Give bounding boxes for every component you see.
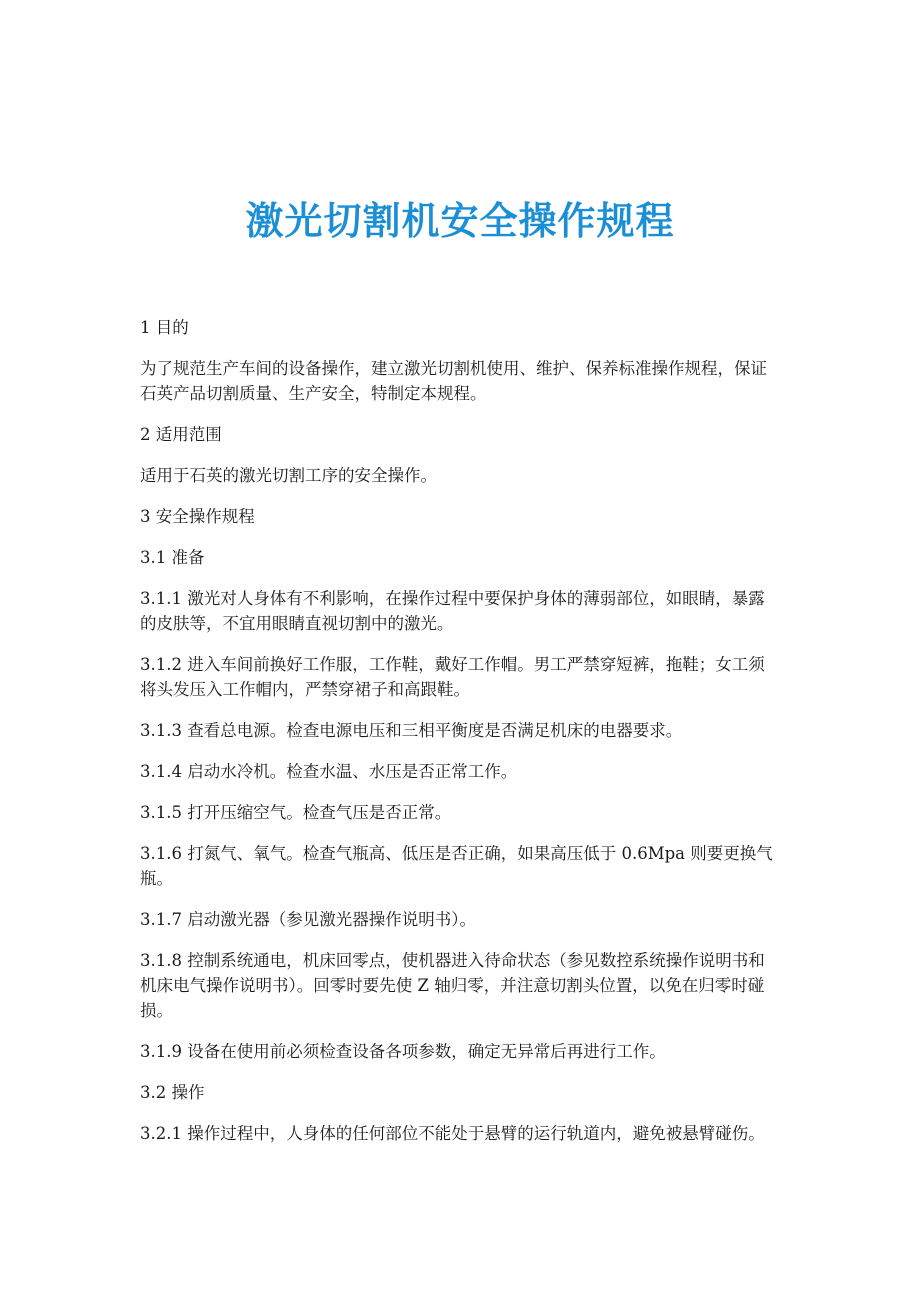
document-body [140,315,780,1162]
section-heading-safety-rules: 3 安全操作规程 [140,507,255,526]
paragraph-purpose: 为了规范生产车间的设备操作，建立激光切割机使用、维护、保养标准操作规程，保证石英产品切割质量、生产安全，特制定本规程。 [140,359,767,403]
paragraph-3-1-6: 3.1.6 打氮气、氧气。检查气瓶高、低压是否正确，如果高压低于 0.6Mpa 则要更换气瓶。 [140,844,773,888]
subsection-heading-operation: 3.2 操作 [140,1083,205,1102]
subsection-heading-preparation: 3.1 准备 [140,548,205,567]
paragraph-3-1-4: 3.1.4 启动水冷机。检查水温、水压是否正常工作。 [140,762,518,781]
paragraph-3-1-7: 3.1.7 启动激光器（参见激光器操作说明书）。 [140,910,476,929]
paragraph-3-1-3: 3.1.3 查看总电源。检查电源电压和三相平衡度是否满足机床的电器要求。 [140,721,683,740]
section-heading-scope: 2 适用范围 [140,425,222,444]
paragraph-3-1-5: 3.1.5 打开压缩空气。检查气压是否正常。 [140,803,452,822]
paragraph-3-1-9: 3.1.9 设备在使用前必须检查设备各项参数，确定无异常后再进行工作。 [140,1042,666,1061]
paragraph-3-1-1: 3.1.1 激光对人身体有不利影响，在操作过程中要保护身体的薄弱部位，如眼睛，暴露的皮肤等，不宜用眼睛直视切割中的激光。 [140,589,765,633]
section-heading-purpose: 1 目的 [140,318,189,337]
document-title: 激光切割机安全操作规程 [245,199,675,243]
paragraph-3-2-1: 3.2.1 操作过程中，人身体的任何部位不能处于悬臂的运行轨道内，避免被悬臂碰伤。 [140,1124,765,1143]
paragraph-scope: 适用于石英的激光切割工序的安全操作。 [140,466,437,485]
paragraph-3-1-8: 3.1.8 控制系统通电，机床回零点，使机器进入待命状态（参见数控系统操作说明书和机床电气操作说明书）。回零时要先使 Z 轴归零，并注意切割头位置，以免在归零时碰损。 [140,951,765,1020]
paragraph-3-1-2: 3.1.2 进入车间前换好工作服，工作鞋，戴好工作帽。男工严禁穿短裤，拖鞋；女工须将头发压入工作帽内，严禁穿裙子和高跟鞋。 [140,655,765,699]
